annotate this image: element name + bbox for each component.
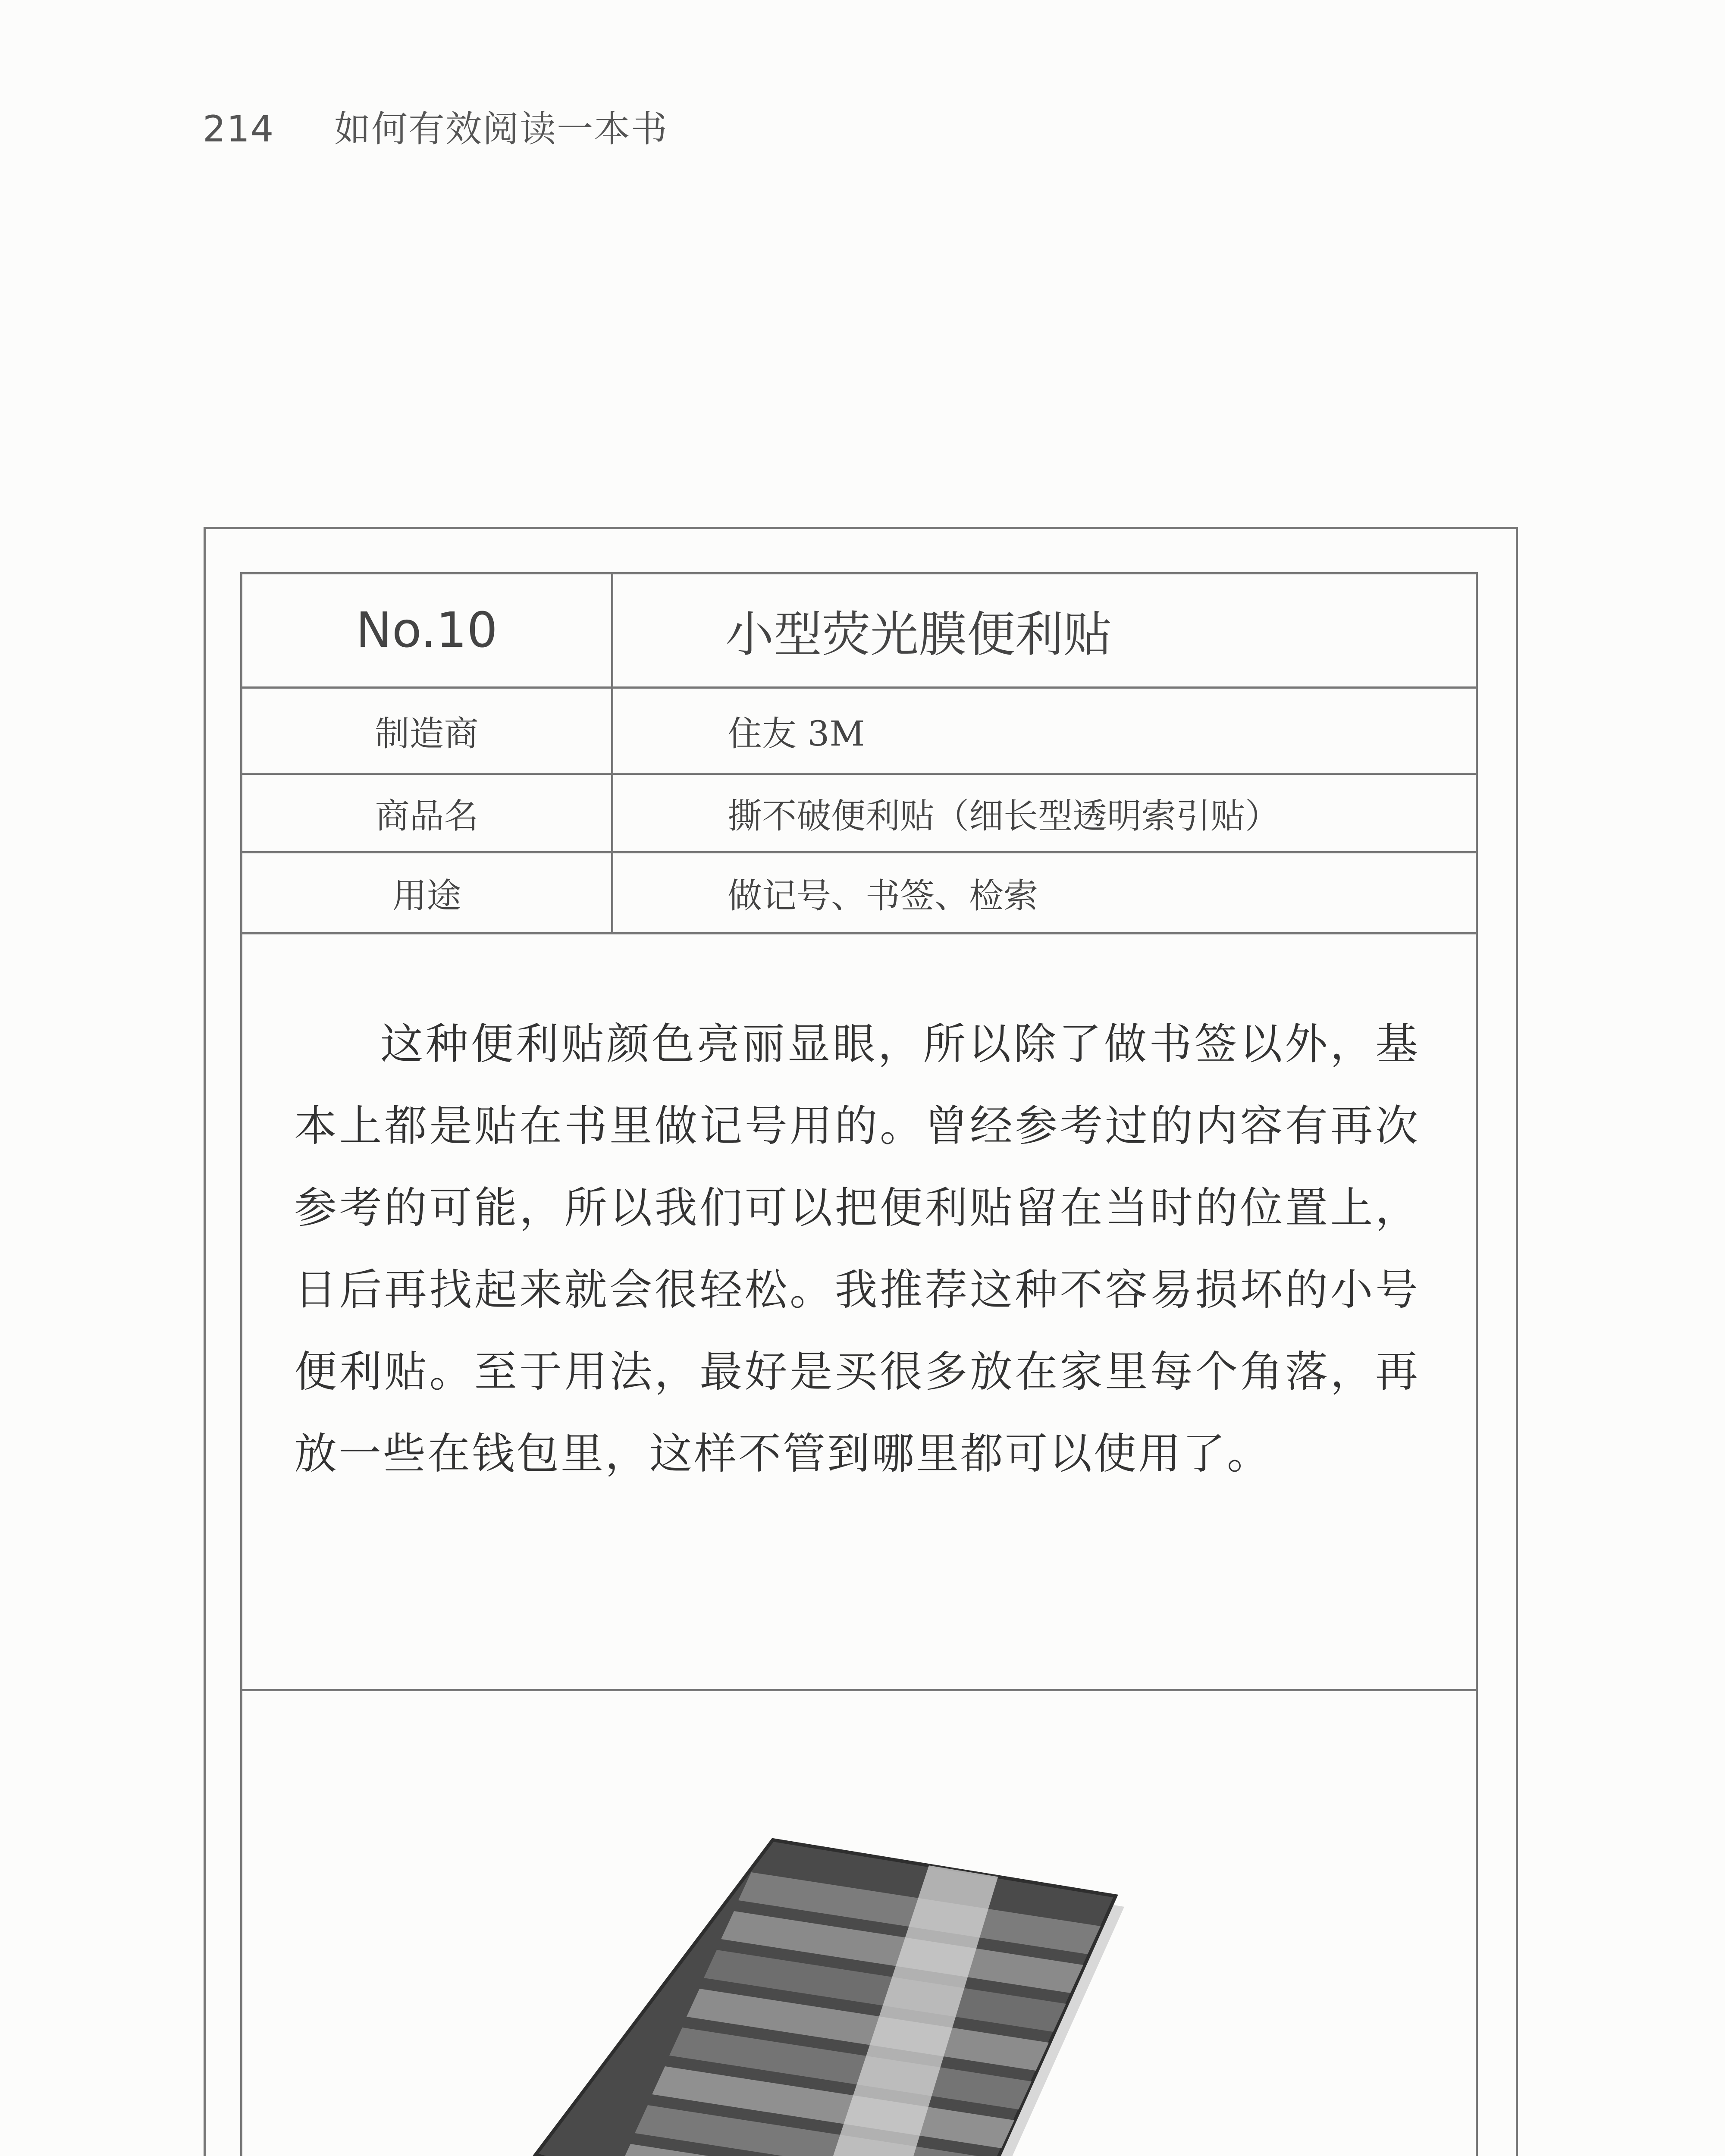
description-section xyxy=(242,934,1476,1691)
page-number: 214 xyxy=(203,108,275,150)
row-value: 做记号、书签、检索 xyxy=(728,876,1038,916)
product-card xyxy=(240,572,1478,2156)
table-row xyxy=(242,853,1476,934)
product-card-frame xyxy=(204,527,1518,2156)
book-title: 如何有效阅读一本书 xyxy=(334,108,668,150)
row-value: 撕不破便利贴（细长型透明索引贴） xyxy=(728,796,1280,836)
product-title: 小型荧光膜便利贴 xyxy=(725,606,1112,663)
running-header xyxy=(203,100,668,152)
sticky-notes-illustration xyxy=(242,1691,1476,2156)
product-photo xyxy=(242,1691,1476,2156)
row-label: 制造商 xyxy=(242,689,613,773)
title-row xyxy=(242,574,1476,689)
row-value: 住友 3M xyxy=(728,714,865,754)
table-row xyxy=(242,775,1476,853)
description-text: 这种便利贴颜色亮丽显眼，所以除了做书签以外，基本上都是贴在书里做记号用的。曾经参考过的内容有再次参考的可能，所以我们可以把便利贴留在当时的位置上，日后再找起来就会很轻松。我推荐这种不容易损坏的小号便利贴。至于用法，最好是买很多放在家里每个角落，再放一些在钱包里，这样不管到哪里都可以使用了。 xyxy=(294,1019,1420,1479)
row-label: 用途 xyxy=(242,853,613,932)
item-number: No.10 xyxy=(242,574,613,686)
table-row xyxy=(242,689,1476,775)
row-label: 商品名 xyxy=(242,775,613,851)
